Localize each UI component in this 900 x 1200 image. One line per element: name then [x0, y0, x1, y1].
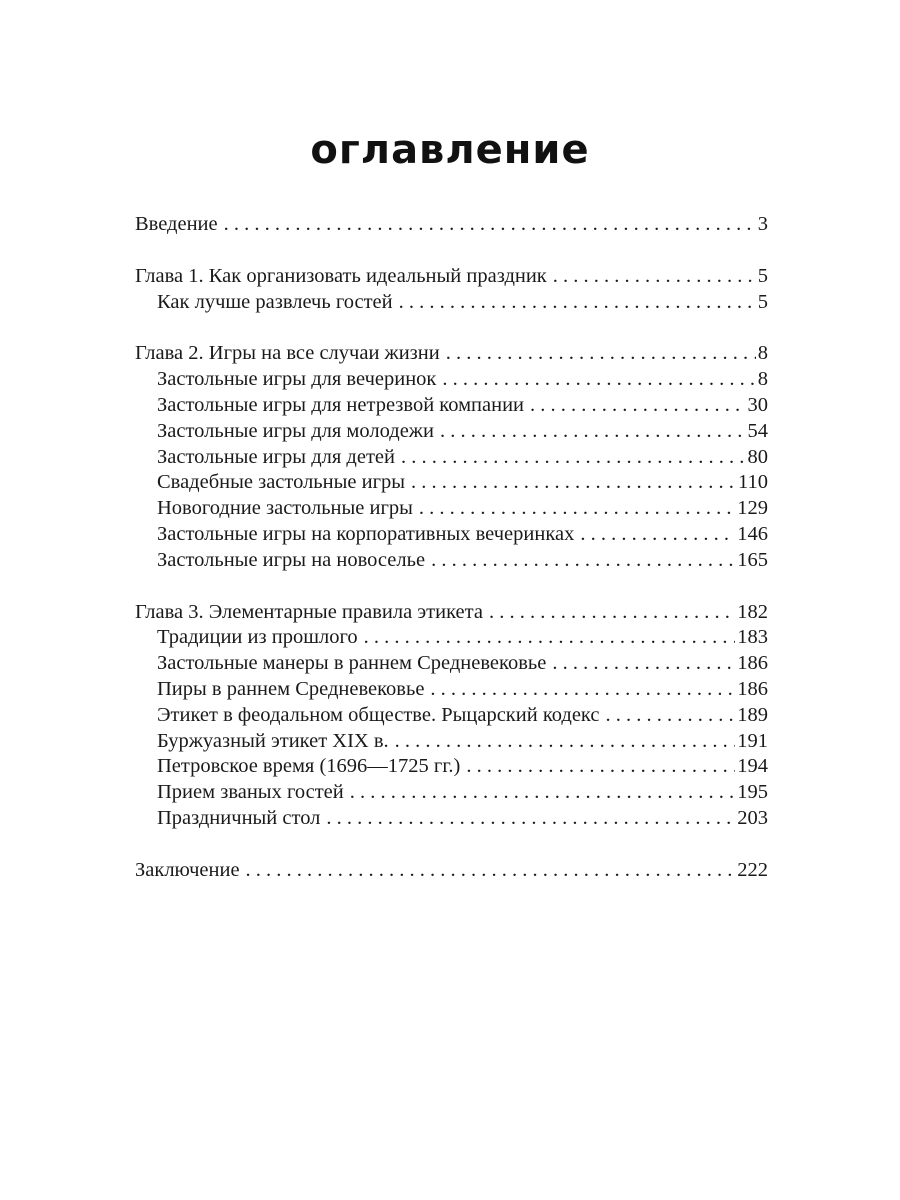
toc-page-number: 191 [737, 729, 768, 752]
toc-subentry [135, 677, 768, 703]
toc-subentry [135, 754, 768, 780]
toc-section [135, 341, 768, 573]
toc-entry-title: Застольные игры на новоселье [157, 548, 426, 571]
toc-entry-title: Как лучше развлечь гостей [157, 290, 393, 313]
toc-section [135, 264, 768, 316]
toc-entry-title: Этикет в феодальном обществе. Рыцарский кодекс [157, 703, 600, 726]
toc-page-number: 129 [737, 497, 768, 520]
dot-leader [246, 858, 736, 884]
dot-leader [552, 651, 735, 677]
toc-page-number: 189 [737, 703, 768, 726]
toc-entry-title: Застольные игры на корпоративных вечеринках [157, 522, 575, 545]
toc-subentry [135, 522, 768, 548]
dot-leader [431, 548, 735, 574]
dot-leader [399, 290, 756, 316]
toc-entry-title: Глава 1. Как организовать идеальный праздник [135, 264, 547, 287]
dot-leader [419, 496, 735, 522]
toc-entry-title: Застольные игры для молодежи [157, 419, 434, 442]
dot-leader [224, 212, 756, 238]
toc-page-number: 222 [737, 858, 768, 881]
dot-leader [364, 625, 736, 651]
toc-entry-title: Традиции из прошлого [157, 626, 358, 649]
table-of-contents [135, 212, 768, 910]
toc-entry-title: Глава 3. Элементарные правила этикета [135, 600, 483, 623]
toc-page-number: 203 [737, 806, 768, 829]
toc-page-number: 195 [737, 781, 768, 804]
toc-page-number: 186 [737, 652, 768, 675]
toc-subentry [135, 290, 768, 316]
toc-entry [135, 212, 768, 238]
toc-entry-title: Застольные игры для нетрезвой компании [157, 393, 525, 416]
toc-page-number: 165 [737, 548, 768, 571]
toc-entry-title: Прием званых гостей [157, 781, 344, 804]
toc-entry [135, 264, 768, 290]
toc-entry-title: Застольные игры для детей [157, 445, 395, 468]
dot-leader [411, 470, 736, 496]
toc-page-number: 54 [747, 419, 768, 442]
toc-entry [135, 600, 768, 626]
toc-subentry [135, 548, 768, 574]
toc-entry-title: Свадебные застольные игры [157, 471, 406, 494]
toc-entry [135, 341, 768, 367]
dot-leader [442, 367, 755, 393]
toc-page-number: 8 [757, 342, 768, 365]
toc-subentry [135, 419, 768, 445]
dot-leader [466, 754, 735, 780]
toc-entry-title: Застольные игры для вечеринок [157, 368, 437, 391]
toc-page-number: 186 [737, 677, 768, 700]
page-title: оглавление [310, 127, 590, 173]
toc-section [135, 600, 768, 832]
toc-entry-title: Введение [135, 213, 218, 235]
toc-subentry [135, 393, 768, 419]
toc-entry-title: Новогодние застольные игры [157, 497, 413, 520]
dot-leader [430, 677, 735, 703]
toc-entry-title: Петровское время (1696—1725 гг.) [157, 755, 461, 778]
dot-leader [395, 729, 736, 755]
toc-subentry [135, 806, 768, 832]
toc-subentry [135, 367, 768, 393]
dot-leader [580, 522, 735, 548]
dot-leader [605, 703, 735, 729]
dot-leader [530, 393, 745, 419]
toc-entry-title: Пиры в раннем Средневековье [157, 677, 425, 700]
toc-page-number: 80 [747, 445, 768, 468]
toc-subentry [135, 625, 768, 651]
toc-subentry [135, 729, 768, 755]
toc-section [135, 212, 768, 238]
toc-entry-title: Буржуазный этикет XIX в. [157, 729, 389, 752]
dot-leader [489, 600, 735, 626]
dot-leader [326, 806, 735, 832]
toc-subentry [135, 780, 768, 806]
toc-subentry [135, 470, 768, 496]
toc-subentry [135, 445, 768, 471]
toc-subentry [135, 703, 768, 729]
toc-entry-title: Праздничный стол [157, 806, 321, 829]
toc-page-number: 30 [747, 393, 768, 416]
toc-subentry [135, 651, 768, 677]
toc-entry-title: Застольные манеры в раннем Средневековье [157, 652, 547, 675]
dot-leader [553, 264, 756, 290]
toc-page-number: 183 [737, 626, 768, 649]
toc-entry-title: Заключение [135, 858, 240, 881]
dot-leader [401, 445, 746, 471]
toc-page-number: 110 [738, 471, 768, 494]
toc-section [135, 858, 768, 884]
dot-leader [350, 780, 736, 806]
toc-page-number: 182 [737, 600, 768, 623]
toc-page-number: 146 [737, 522, 768, 545]
toc-subentry [135, 496, 768, 522]
dot-leader [446, 341, 756, 367]
toc-entry-title: Глава 2. Игры на все случаи жизни [135, 342, 440, 365]
dot-leader [440, 419, 746, 445]
toc-page-number: 3 [757, 213, 768, 235]
toc-page-number: 5 [757, 264, 768, 287]
toc-page-number: 194 [737, 755, 768, 778]
toc-page-number: 5 [757, 290, 768, 313]
toc-entry [135, 858, 768, 884]
toc-page-number: 8 [757, 368, 768, 391]
